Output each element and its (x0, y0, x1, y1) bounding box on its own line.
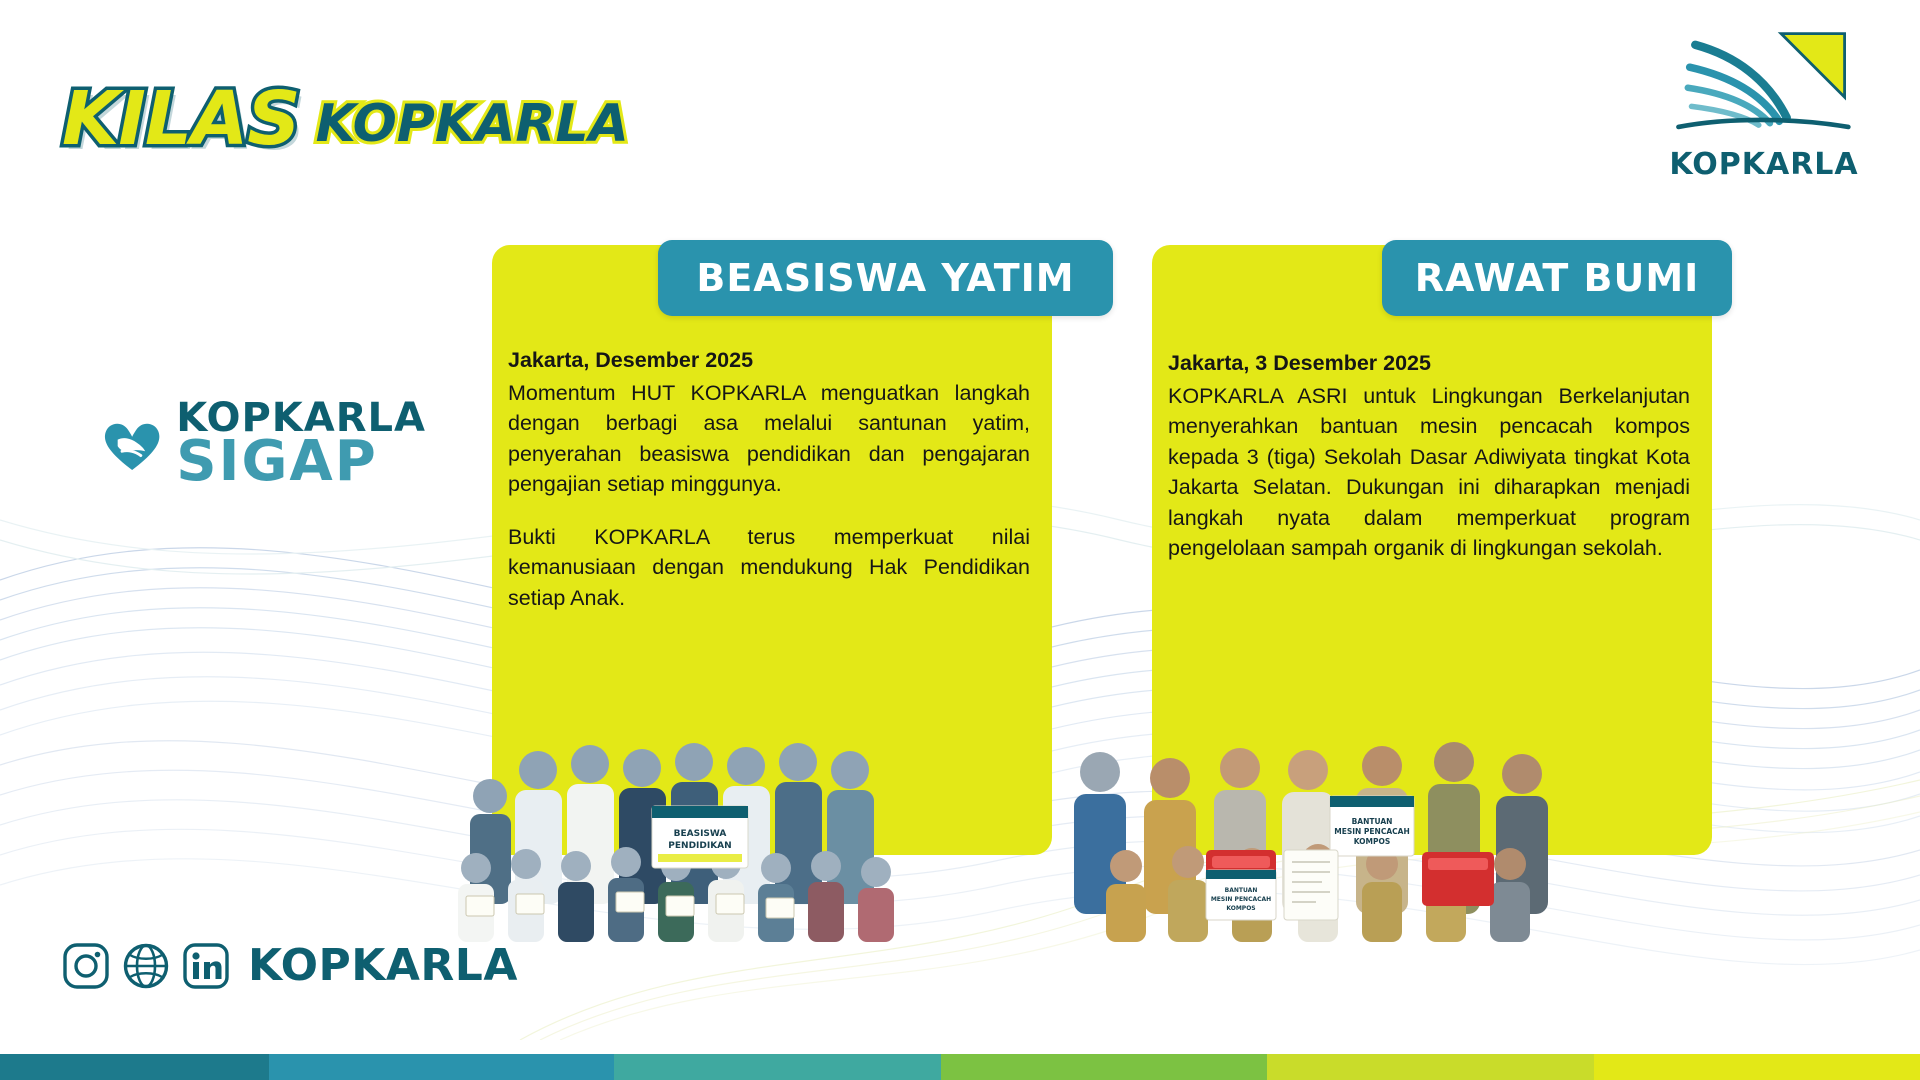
photo-rawat-bumi-group (1030, 700, 1590, 950)
card-body-rawat-bumi (1168, 348, 1690, 564)
sigap-logo (96, 395, 426, 494)
globe-icon[interactable] (122, 942, 170, 990)
title-word-kopkarla: KOPKARLA (315, 94, 629, 154)
svg-text:MESIN PENCACAH: MESIN PENCACAH (1210, 896, 1272, 903)
svg-text:BANTUAN: BANTUAN (1224, 887, 1258, 894)
svg-text:KOMPOS: KOMPOS (1353, 837, 1391, 846)
card-header-beasiswa-yatim: BEASISWA YATIM (658, 240, 1113, 316)
bar-segment-6 (1594, 1054, 1920, 1080)
svg-text:KOMPOS: KOMPOS (1226, 905, 1256, 912)
linkedin-icon[interactable] (182, 942, 230, 990)
brand-name: KOPKARLA (1669, 147, 1859, 182)
card-header-rawat-bumi: RAWAT BUMI (1382, 240, 1732, 316)
paragraph-2-beasiswa: Bukti KOPKARLA terus memperkuat nilai kemanusiaan dengan mendukung Hak Pendidikan setiap Anak. (508, 524, 1030, 610)
dateline-rawat-bumi: Jakarta, 3 Desember 2025 (1168, 351, 1431, 375)
sigap-line-2: SIGAP (176, 429, 378, 494)
bar-segment-2 (269, 1054, 615, 1080)
dateline-beasiswa-yatim: Jakarta, Desember 2025 (508, 348, 754, 372)
instagram-icon[interactable] (62, 942, 110, 990)
brand-logo (1664, 28, 1864, 182)
bar-segment-4 (941, 1054, 1267, 1080)
paragraph-1-beasiswa: Momentum HUT KOPKARLA menguatkan langkah dengan berbagi asa melalui santunan yatim, penyerahan beasiswa pendidikan dan pengajaran pengajian setiap minggunya. (508, 380, 1030, 497)
photo-beasiswa-group (430, 700, 950, 950)
sigap-line-1: KOPKARLA (176, 395, 426, 441)
paragraph-1-rawat-bumi: KOPKARLA ASRI untuk Lingkungan Berkelanjutan menyerahkan bantuan mesin pencacah kompos kepada 3 (tiga) Sekolah Dasar Adiwiyata tingkat Kota Jakarta Selatan. Dukungan ini diharapkan menjadi langkah nyata dalam memperkuat program pengelolaan sampah organik di lingkungan sekolah. (1168, 383, 1690, 561)
bar-segment-5 (1267, 1054, 1593, 1080)
title-word-kilas: KILAS (62, 76, 300, 162)
footer-social (62, 940, 518, 991)
svg-text:BANTUAN: BANTUAN (1351, 817, 1393, 826)
bar-segment-1 (0, 1054, 269, 1080)
svg-text:MESIN PENCACAH: MESIN PENCACAH (1334, 827, 1410, 836)
footer-handle: KOPKARLA (248, 940, 518, 991)
page-title (62, 76, 629, 162)
card-body-beasiswa-yatim (508, 345, 1030, 613)
heart-hands-icon (96, 401, 168, 487)
kopkarla-logo-icon (1671, 28, 1858, 140)
svg-text:BEASISWA: BEASISWA (673, 829, 727, 839)
bottom-color-bar (0, 1054, 1920, 1080)
bar-segment-3 (614, 1054, 940, 1080)
svg-text:PENDIDIKAN: PENDIDIKAN (668, 841, 732, 851)
